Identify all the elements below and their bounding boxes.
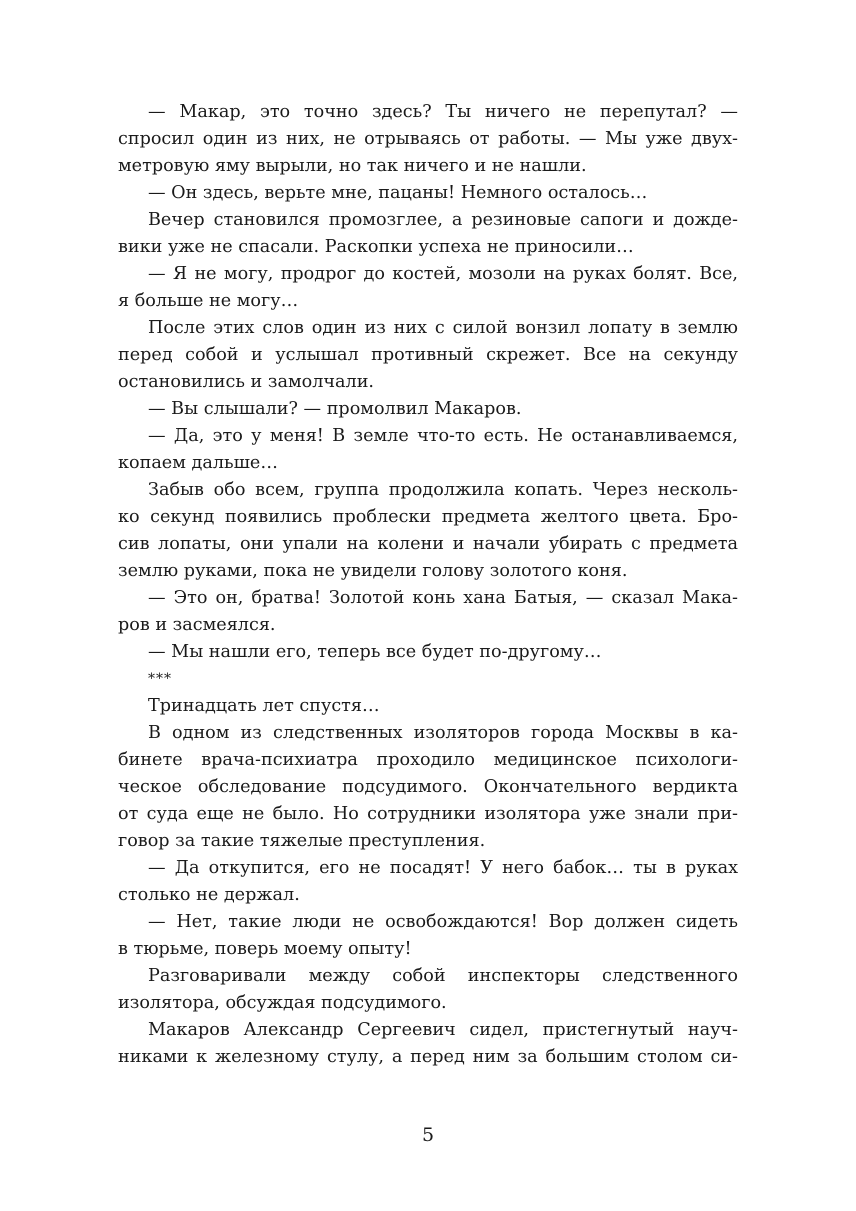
text-line: столько не держал. bbox=[118, 885, 300, 905]
text-line: ров и засмеялся. bbox=[118, 615, 276, 635]
section-separator: *** bbox=[148, 671, 172, 687]
text-line: в тюрьме, поверь моему опыту! bbox=[118, 939, 412, 959]
text-line: землю руками, пока не увидели голову золотого коня. bbox=[118, 561, 628, 581]
text-line: — Макар, это точно здесь? Ты ничего не перепутал? — bbox=[148, 102, 738, 122]
text-line: метровую яму вырыли, но так ничего и не нашли. bbox=[118, 156, 587, 176]
text-line: — Нет, такие люди не освобождаются! Вор должен сидеть bbox=[148, 912, 738, 932]
text-line: — Да откупится, его не посадят! У него бабок… ты в руках bbox=[148, 858, 738, 878]
text-line: — Это он, братва! Золотой конь хана Батыя, — сказал Мака- bbox=[148, 588, 738, 608]
text-line: Забыв обо всем, группа продолжила копать. Через несколь- bbox=[148, 480, 738, 500]
body-text bbox=[118, 99, 738, 1071]
text-line: В одном из следственных изоляторов города Москвы в ка- bbox=[148, 723, 738, 743]
text-line: никами к железному стулу, а перед ним за большим столом си- bbox=[118, 1047, 738, 1067]
text-line: я больше не могу… bbox=[118, 291, 299, 311]
text-line: ческое обследование подсудимого. Окончательного вердикта bbox=[118, 777, 738, 797]
text-line: бинете врача-психиатра проходило медицинское психологи- bbox=[118, 750, 738, 770]
text-line: Тринадцать лет спустя… bbox=[148, 696, 380, 716]
text-line: спросил один из них, не отрываясь от работы. — Мы уже двух- bbox=[118, 129, 738, 149]
text-line: сив лопаты, они упали на колени и начали убирать с предмета bbox=[118, 534, 738, 554]
text-line: — Он здесь, верьте мне, пацаны! Немного осталось… bbox=[148, 183, 648, 203]
text-line: — Да, это у меня! В земле что-то есть. Не останавливаемся, bbox=[148, 426, 738, 446]
text-line: — Я не могу, продрог до костей, мозоли на руках болят. Все, bbox=[148, 264, 738, 284]
text-line: После этих слов один из них с силой вонзил лопату в землю bbox=[148, 318, 738, 338]
text-line: Макаров Александр Сергеевич сидел, пристегнутый науч- bbox=[148, 1020, 738, 1040]
text-line: — Мы нашли его, теперь все будет по-другому… bbox=[148, 642, 602, 662]
text-line: — Вы слышали? — промолвил Макаров. bbox=[148, 399, 522, 419]
text-line: Вечер становился промозглее, а резиновые сапоги и дожде- bbox=[148, 210, 738, 230]
text-line: остановились и замолчали. bbox=[118, 372, 375, 392]
text-line: перед собой и услышал противный скрежет. Все на секунду bbox=[118, 345, 738, 365]
text-line: говор за такие тяжелые преступления. bbox=[118, 831, 486, 851]
text-line: вики уже не спасали. Раскопки успеха не приносили… bbox=[118, 237, 634, 257]
text-line: ко секунд появились проблески предмета желтого цвета. Бро- bbox=[118, 507, 738, 527]
text-line: от суда еще не было. Но сотрудники изолятора уже знали при- bbox=[118, 804, 738, 824]
text-line: изолятора, обсуждая подсудимого. bbox=[118, 993, 447, 1013]
text-line: Разговаривали между собой инспекторы следственного bbox=[148, 966, 738, 986]
page-number: 5 bbox=[421, 1124, 435, 1146]
text-line: копаем дальше… bbox=[118, 453, 278, 473]
